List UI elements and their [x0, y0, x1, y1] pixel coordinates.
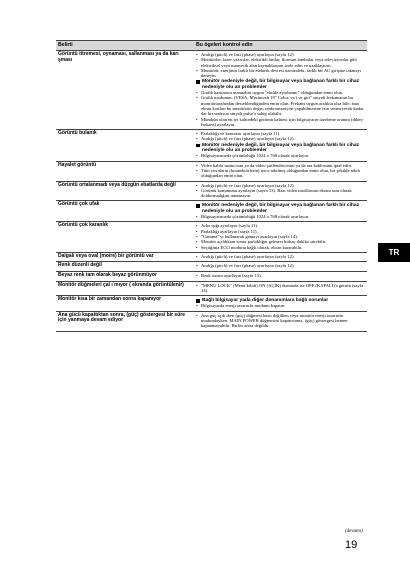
- symptom-cell: Görüntü bulanık: [56, 130, 194, 161]
- bullet-item: • Aralığı (pitch) ve fazı (phase) ayarlayın (sayfa 12).: [196, 52, 365, 57]
- bullet-item: • Bilgisayarınızda çözünürlüğü 1024 x 768 olarak ayarlayın.: [196, 214, 365, 219]
- continued-note: (devamı): [345, 529, 363, 534]
- bullet-item: • Arka ışığı ayarlayın (sayfa 11).: [196, 223, 365, 228]
- bullet-item: • Aralığı (pitch) ve fazı (phase) ayarlayın (sayfa 12).: [196, 183, 365, 188]
- table-row: [56, 181, 367, 201]
- check-cell: [194, 271, 367, 281]
- symptom-cell: Beyaz renk tam olarak beyaz görünmüyor: [56, 271, 194, 281]
- table-row: [56, 222, 367, 252]
- table-row: [56, 262, 367, 272]
- table-row: [56, 281, 367, 296]
- table-row: [56, 311, 367, 331]
- symptom-cell: Dalgalı veya oval (moire) bir görüntü var: [56, 252, 194, 262]
- table-row: [56, 51, 367, 130]
- bullet-item: • Renk ısısını ayarlayın (sayfa 13).: [196, 273, 365, 278]
- section-heading: Monitör nedeniyle değil, bir bilgisayar veya bağlanan farklı bir cihaz nedeniyle olu an problemler: [196, 143, 365, 154]
- bullet-item: • Parlaklığı ve kontrastı ayarlayın (sayfa 11).: [196, 131, 365, 136]
- check-cell: [194, 281, 367, 296]
- table-row: [56, 252, 367, 262]
- bullet-item: • Monitör açıldıktan sonra parlaklığın gelmesi birkaç dakika sürebilir.: [196, 239, 365, 244]
- check-cell: [194, 296, 367, 312]
- bullet-item: • Bilgisayarda enerji tasarrufu modunu kapatın.: [196, 303, 365, 308]
- troubleshooting-table: [56, 40, 367, 332]
- check-cell: [194, 262, 367, 272]
- check-cell: [194, 51, 367, 130]
- table-row: [56, 130, 367, 161]
- bullet-item: • Video kablo uzatıcısını ya da video şirtlendiricisini ya da ara kablosunu iptal edin.: [196, 163, 365, 168]
- table-header-row: [56, 41, 367, 51]
- bullet-item: • "Gamma"'yı kullanarak gamayı ayarlayın (sayfa 14).: [196, 234, 365, 239]
- check-cell: [194, 201, 367, 222]
- table-body: [56, 51, 367, 332]
- check-cell: [194, 130, 367, 161]
- symptom-cell: Görüntü titremesi, oynaması, sallanması ya da karı şması: [56, 51, 194, 130]
- bullet-item: • Monitörler, lazer yazıcılar, elektrikli fanlar, floresan lambalar veya televizyonlar gibi elektriksel veya manyetik alan kaynaklarının izole edin ve uzaklaştırın.: [196, 57, 365, 68]
- section-heading: Bağlı bilgisayar yada diğer donanımlara bağlı sorunlar: [196, 298, 365, 303]
- bullet-item: • Tüm yuvaların (konnektörlerin) iyice takılmış olduğundan emin olun, bir şekilde takılı olduğundan emin olun.: [196, 168, 365, 179]
- symptom-cell: Görüntü çok ufak: [56, 201, 194, 222]
- table-row: [56, 161, 367, 181]
- symptom-cell: Monitör düğmeleri çal ı mıyor ( ekranda görüntülenir): [56, 281, 194, 296]
- symptom-cell: Hayalet görüntü: [56, 161, 194, 181]
- bullet-item: • "MENU LOCK" (Menü kilidi) ON (AÇIK) durumda ise OFF (KAPALI)'a getirin (sayfa 14).: [196, 283, 365, 294]
- table-row: [56, 201, 367, 222]
- table-row: [56, 271, 367, 281]
- symptom-cell: Monitör kısa bir zamandan sonra kapanıyor: [56, 296, 194, 312]
- bullet-item: • Seçtiğiniz ECO modunu bağlı olarak, ekran kararabilir.: [196, 245, 365, 250]
- symptom-cell: Görüntü çok karanlık: [56, 222, 194, 252]
- check-cell: [194, 311, 367, 331]
- bullet-item: • Ana güç açık iken (güç) düğmesi bastı değilken veya monitör enerji tasarrufu modundayken, MAIN POWER düğmesini kapatırsanız, (güç) göstergesi hemen kapanmayabilir. Bu bir arıza değildir.: [196, 313, 365, 329]
- bullet-item: • Mümkün olan en iyi kalitedeki görüntü kalitesi için bilgisayarın tazeleme oranını (dikey frekans) ayarlayın.: [196, 117, 365, 128]
- table-row: [56, 296, 367, 312]
- bullet-item: • Aralığı (pitch) ve fazı (phase) ayarlayın (sayfa 12).: [196, 136, 365, 141]
- section-heading: Monitör nedeniyle değil, bir bilgisayar veya bağlanan farklı bir cihaz nedeniyle olu an problemler: [196, 79, 365, 90]
- language-tab: TR: [378, 243, 410, 262]
- symptom-cell: Renk düzenli değil: [56, 262, 194, 272]
- bullet-item: • Aralığı (pitch) ve fazı (phase) ayarlayın (sayfa 12).: [196, 263, 365, 268]
- bullet-item: • Grafik modunun, (VESA, Macintosh 19" Color, vs.) ve giri" sinyali frekansının bu monitörtarafından desteklendiğinden emin olun. Frekans uygun aralıkta olsa bile, bazı ekran kartları bu monitörün doğru senkronizasyon yapabilmesine izin vermeyecek kadar dar bir senkron sinyali pulse'a sahip olabilir.: [196, 95, 365, 116]
- page-number: 19: [345, 539, 358, 551]
- check-cell: [194, 252, 367, 262]
- symptom-cell: Görüntü ortalanmadı veya düzgün ebatlarda değil: [56, 181, 194, 201]
- bullet-item: • Bilgisayarınızda çözünürlüğü 1024 x 768 olarak ayarlayın.: [196, 153, 365, 158]
- bullet-item: • Aralığı (pitch) ve fazı (phase) ayarlayın (sayfa 12).: [196, 254, 365, 259]
- check-cell: [194, 161, 367, 181]
- bullet-item: • Parlaklığı ayarlayın (sayfa 11).: [196, 229, 365, 234]
- header-check: Bu ögeleri kontrol edin: [194, 41, 367, 51]
- symptom-cell: Ana gücü kapattıktan sonra, (güç) göstergesi bir süre için yanmaya devam ediyor: [56, 311, 194, 331]
- check-cell: [194, 222, 367, 252]
- bullet-item: • Grafik kartınızın manualini uygun "ekilde ayarlanmı" olduğundan emin olun.: [196, 90, 365, 95]
- check-cell: [194, 181, 367, 201]
- bullet-item: • Görüntü konumunu ayarlayın (sayfa 13). Bazı video modlarının ekranı tam olarak doldurmadığını unutmayın.: [196, 188, 365, 199]
- bullet-item: • Monitörü, enerjinin farklı bir elektrik devresi üzerindeki, farklı bir AC girişine takmayı deneyin.: [196, 68, 365, 79]
- section-heading: Monitör nedeniyle değil, bir bilgisayar veya bağlanan farklı bir cihaz nedeniyle olu an problemler: [196, 203, 365, 214]
- header-symptom: Belirti: [56, 41, 194, 51]
